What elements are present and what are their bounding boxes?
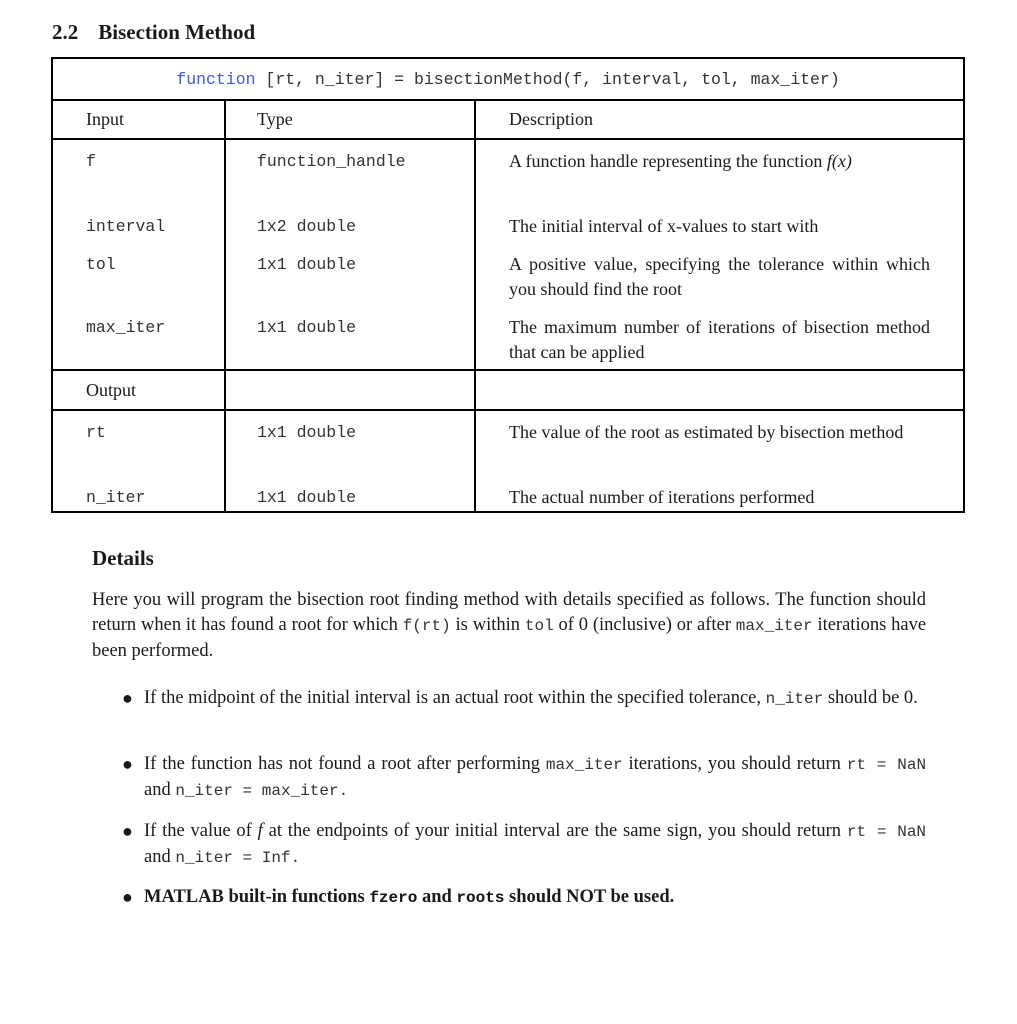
description-header: Description bbox=[475, 100, 964, 139]
bullet-icon: ● bbox=[122, 887, 133, 907]
math-f: f bbox=[257, 821, 263, 841]
param-type: 1x1 double bbox=[225, 303, 475, 370]
section-number: 2.2 bbox=[52, 20, 79, 44]
text: iterations have been performed. bbox=[92, 615, 927, 661]
output-header: Output bbox=[52, 370, 225, 410]
text: If the value of bbox=[144, 821, 252, 841]
table-row bbox=[52, 473, 964, 512]
code: fzero bbox=[369, 889, 418, 907]
text: and bbox=[421, 887, 452, 907]
text: If the midpoint of the initial interval is an actual root within the specified tolerance, bbox=[144, 688, 761, 708]
output-description: The actual number of iterations performed bbox=[475, 473, 964, 512]
text: Here you will program the bisection root finding method with details specified as follows. The function should return when it has found a root for which bbox=[92, 590, 926, 635]
text: MATLAB built-in functions bbox=[144, 887, 365, 907]
output-type: 1x1 double bbox=[225, 410, 475, 473]
output-description-header bbox=[475, 370, 964, 410]
text: at the endpoints of your initial interval are the same sign, you should return bbox=[268, 821, 842, 841]
details-heading: Details bbox=[92, 546, 154, 570]
function-fx: f(x) bbox=[826, 151, 852, 171]
bullet-icon: ● bbox=[122, 821, 133, 841]
param-description: A positive value, specifying the tolerance within which you should find the root bbox=[475, 240, 964, 303]
type-header: Type bbox=[225, 100, 475, 139]
bullet-icon: ● bbox=[122, 688, 133, 708]
text: of 0 (inclusive) or after bbox=[558, 615, 731, 635]
param-name: tol bbox=[52, 240, 225, 303]
code: n_iter = Inf. bbox=[175, 849, 301, 867]
text: should NOT be used. bbox=[509, 887, 675, 907]
param-type: 1x1 double bbox=[225, 240, 475, 303]
table-row bbox=[52, 410, 964, 473]
section-title: Bisection Method bbox=[98, 20, 256, 44]
code: rt = NaN bbox=[846, 756, 927, 774]
table-row bbox=[52, 303, 964, 370]
text: should be 0. bbox=[827, 688, 918, 708]
table-row bbox=[52, 240, 964, 303]
param-name: f bbox=[52, 139, 225, 202]
code: n_iter = max_iter. bbox=[175, 782, 349, 800]
code: f(rt) bbox=[402, 617, 451, 635]
param-description: The initial interval of x-values to start with bbox=[475, 202, 964, 240]
param-description-text: A function handle representing the function bbox=[509, 151, 823, 171]
signature-rest: [rt, n_iter] = bisectionMethod(f, interval, tol, max_iter) bbox=[265, 69, 840, 89]
param-description bbox=[475, 139, 964, 202]
code: rt = NaN bbox=[846, 823, 927, 841]
code: roots bbox=[456, 889, 505, 907]
section-heading bbox=[52, 20, 255, 45]
output-name: n_iter bbox=[52, 473, 225, 512]
input-header: Input bbox=[52, 100, 225, 139]
param-description: The maximum number of iterations of bisection method that can be applied bbox=[475, 303, 964, 370]
code: n_iter bbox=[765, 690, 824, 708]
param-type: 1x2 double bbox=[225, 202, 475, 240]
param-type: function_handle bbox=[225, 139, 475, 202]
output-type: 1x1 double bbox=[225, 473, 475, 512]
code: max_iter bbox=[545, 756, 623, 774]
output-type-header bbox=[225, 370, 475, 410]
code: max_iter bbox=[735, 617, 813, 635]
output-description: The value of the root as estimated by bisection method bbox=[475, 410, 964, 473]
code: tol bbox=[524, 617, 554, 635]
param-name: max_iter bbox=[52, 303, 225, 370]
list-item bbox=[118, 752, 926, 804]
text: iterations, you should return bbox=[628, 754, 841, 774]
list-item bbox=[118, 819, 926, 871]
text: If the function has not found a root after performing bbox=[144, 754, 540, 774]
signature-keyword: function bbox=[176, 69, 256, 89]
details-paragraph bbox=[92, 588, 926, 664]
bullet-icon: ● bbox=[122, 754, 133, 774]
text: and bbox=[144, 780, 171, 800]
param-name: interval bbox=[52, 202, 225, 240]
output-name: rt bbox=[52, 410, 225, 473]
text: and bbox=[144, 847, 171, 867]
table-row bbox=[52, 139, 964, 202]
list-item bbox=[118, 885, 926, 911]
function-spec-table bbox=[51, 57, 965, 513]
text: is within bbox=[455, 615, 521, 635]
table-row bbox=[52, 202, 964, 240]
function-signature bbox=[52, 58, 964, 100]
list-item bbox=[118, 686, 926, 712]
